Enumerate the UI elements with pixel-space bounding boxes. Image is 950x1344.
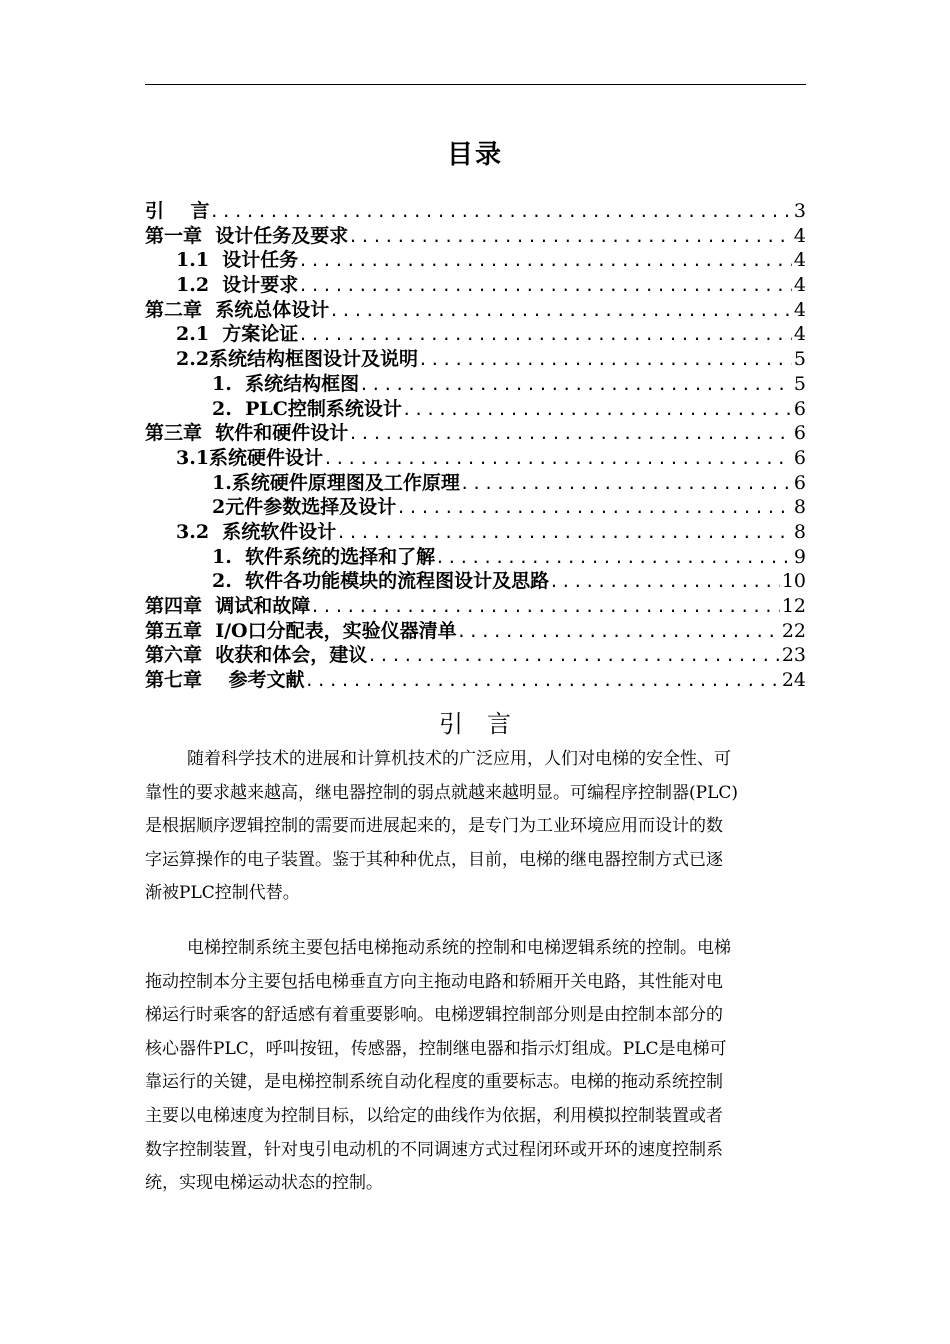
- toc-title: 目录: [446, 140, 503, 170]
- toc-entry-label: 2. 软件各功能模块的流程图设计及思路: [212, 570, 550, 593]
- toc-leader-dots: [359, 373, 792, 397]
- toc-entry-label: 1.2 设计要求: [176, 274, 299, 297]
- paragraph-line: 字运算操作的电子装置。鉴于其种种优点，目前，电梯的继电器控制方式已逐: [145, 849, 723, 870]
- toc-leader-dots: [329, 299, 792, 323]
- toc-entry[interactable]: [145, 619, 806, 644]
- toc-entry-label: 第六章 收获和体会，建议: [145, 644, 368, 667]
- toc-leader-dots: [298, 274, 792, 298]
- toc-entry[interactable]: [145, 594, 806, 619]
- toc-entry-label: 2.2系统结构框图设计及说明: [176, 348, 419, 371]
- table-of-contents: [145, 199, 806, 693]
- paragraph-line: 主要以电梯速度为控制目标，以给定的曲线作为依据，利用模拟控制装置或者: [145, 1105, 723, 1126]
- toc-entry[interactable]: [145, 643, 806, 668]
- toc-entry[interactable]: [145, 347, 806, 372]
- toc-entry-label: 第二章 系统总体设计: [145, 298, 330, 321]
- toc-leader-dots: [457, 620, 780, 644]
- toc-entry-page: 6: [793, 422, 806, 445]
- toc-leader-dots: [298, 249, 792, 273]
- toc-leader-dots: [549, 570, 780, 594]
- toc-entry-label: 3.1系统硬件设计: [176, 446, 324, 469]
- toc-entry-label: 第一章 设计任务及要求: [145, 224, 349, 247]
- toc-leader-dots: [348, 422, 792, 446]
- toc-leader-dots: [336, 521, 792, 545]
- paragraph-line: 拖动控制本分主要包括电梯垂直方向主拖动电路和轿厢开关电路，其性能对电: [145, 971, 723, 992]
- toc-entry-page: 6: [793, 446, 806, 469]
- toc-entry-page: 4: [793, 323, 806, 346]
- toc-entry-label: 2.1 方案论证: [176, 323, 299, 346]
- toc-entry-label: 1.系统硬件原理图及工作原理: [212, 471, 460, 494]
- paragraph-line: 是根据顺序逻辑控制的需要而进展起来的，是专门为工业环境应用而设计的数: [145, 816, 723, 837]
- header-rule: [145, 84, 806, 85]
- toc-entry-label: 2元件参数选择及设计: [212, 496, 397, 519]
- toc-entry[interactable]: [145, 273, 806, 298]
- toc-leader-dots: [435, 546, 792, 570]
- toc-leader-dots: [402, 398, 792, 422]
- toc-entry-page: 9: [793, 545, 806, 568]
- toc-entry[interactable]: [145, 495, 806, 520]
- toc-leader-dots: [367, 644, 780, 668]
- toc-entry[interactable]: [145, 421, 806, 446]
- toc-entry[interactable]: [145, 298, 806, 323]
- paragraph-line: 渐被PLC控制代替。: [145, 883, 300, 904]
- toc-entry-page: 5: [793, 372, 806, 395]
- toc-entry-label: 第五章 I/O口分配表，实验仪器清单: [145, 619, 457, 642]
- toc-entry[interactable]: [145, 520, 806, 545]
- paragraph-line: 靠运行的关键，是电梯控制系统自动化程度的重要标志。电梯的拖动系统控制: [145, 1072, 723, 1093]
- toc-leader-dots: [460, 472, 792, 496]
- toc-entry-label: 引 言: [145, 200, 210, 222]
- toc-entry[interactable]: [145, 248, 806, 273]
- paragraph-line: 电梯控制系统主要包括电梯拖动系统的控制和电梯逻辑系统的控制。电梯: [187, 938, 731, 958]
- toc-entry-page: 3: [793, 200, 806, 222]
- intro-paragraph-1: [145, 743, 806, 911]
- toc-entry[interactable]: [145, 224, 806, 249]
- toc-entry[interactable]: [145, 446, 806, 471]
- toc-entry[interactable]: [145, 569, 806, 594]
- paragraph-line: 梯运行时乘客的舒适感有着重要影响。电梯逻辑控制部分则是由控制本部分的: [145, 1005, 723, 1026]
- toc-entry-label: 第四章 调试和故障: [145, 595, 311, 617]
- toc-entry[interactable]: [145, 545, 806, 570]
- toc-entry-page: 23: [781, 644, 806, 667]
- toc-entry[interactable]: [145, 668, 806, 693]
- paragraph-line: 随着科学技术的进展和计算机技术的广泛应用，人们对电梯的安全性、可: [187, 749, 731, 769]
- toc-leader-dots: [396, 496, 792, 520]
- toc-entry-page: 4: [793, 224, 806, 247]
- intro-heading: 引言: [439, 710, 535, 738]
- toc-entry-page: 5: [793, 348, 806, 371]
- toc-entry-page: 24: [781, 669, 806, 692]
- toc-entry[interactable]: [145, 199, 806, 224]
- toc-entry-page: 6: [793, 397, 806, 420]
- toc-leader-dots: [304, 669, 779, 693]
- toc-entry-page: 8: [793, 520, 806, 543]
- toc-entry[interactable]: [145, 397, 806, 422]
- toc-entry-page: 8: [793, 496, 806, 519]
- toc-entry[interactable]: [145, 372, 806, 397]
- toc-entry-page: 22: [781, 619, 806, 642]
- toc-entry-label: 1.1 设计任务: [176, 249, 299, 272]
- toc-entry-page: 4: [793, 298, 806, 321]
- paragraph-line: 核心器件PLC，呼叫按钮，传感器，控制继电器和指示灯组成。PLC是电梯可: [145, 1038, 727, 1059]
- paragraph-line: 靠性的要求越来越高，继电器控制的弱点就越来越明显。可编程序控制器(PLC): [145, 782, 738, 803]
- toc-entry-label: 1. 软件系统的选择和了解: [212, 545, 436, 568]
- toc-entry-label: 第三章 软件和硬件设计: [145, 422, 349, 445]
- toc-leader-dots: [298, 323, 792, 347]
- toc-entry-page: 4: [793, 249, 806, 272]
- toc-leader-dots: [348, 225, 792, 249]
- toc-entry-page: 6: [793, 471, 806, 494]
- toc-leader-dots: [310, 595, 780, 619]
- toc-entry[interactable]: [145, 322, 806, 347]
- toc-entry-page: 4: [793, 274, 806, 297]
- toc-entry-label: 2. PLC控制系统设计: [212, 397, 402, 420]
- toc-leader-dots: [418, 348, 792, 372]
- toc-entry-page: 10: [781, 570, 806, 593]
- paragraph-line: 统，实现电梯运动状态的控制。: [145, 1173, 383, 1194]
- toc-entry-label: 1. 系统结构框图: [212, 372, 360, 395]
- toc-entry-page: 12: [781, 595, 806, 617]
- intro-paragraph-2: [145, 932, 806, 1201]
- toc-entry[interactable]: [145, 471, 806, 496]
- toc-leader-dots: [323, 447, 792, 471]
- toc-leader-dots: [209, 200, 791, 224]
- paragraph-line: 数字控制装置，针对曳引电动机的不同调速方式过程闭环或开环的速度控制系: [145, 1139, 723, 1160]
- toc-entry-label: 第七章 参考文献: [145, 669, 305, 692]
- toc-entry-label: 3.2 系统软件设计: [176, 520, 337, 543]
